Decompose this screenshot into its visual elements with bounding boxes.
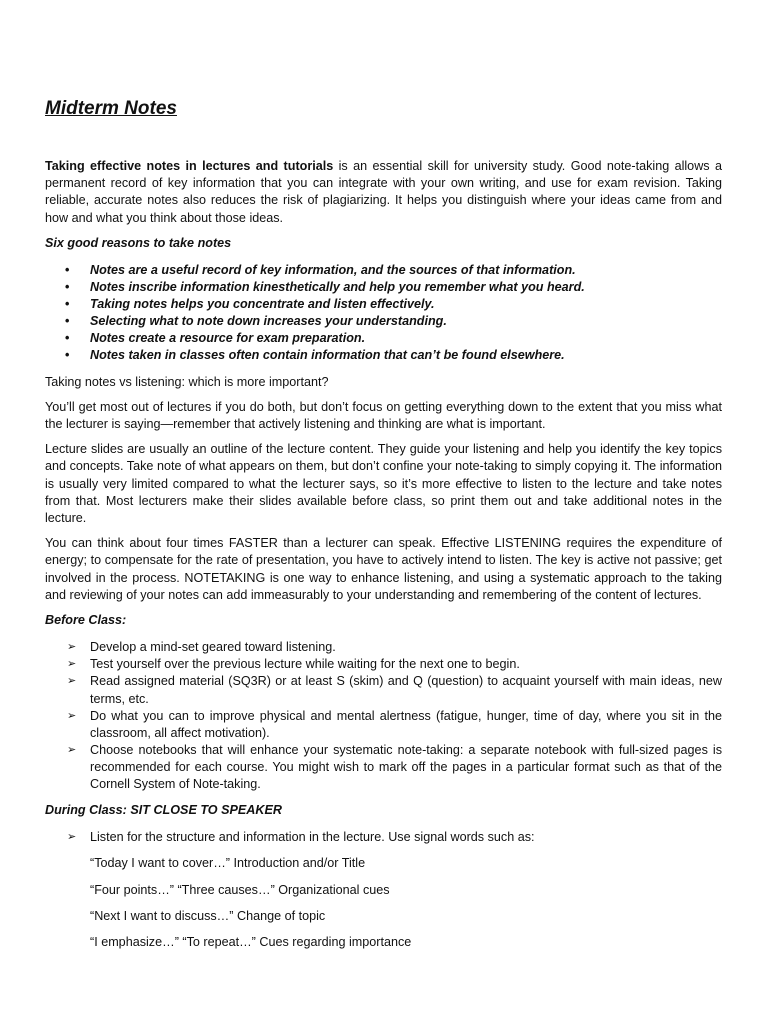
arrow-bullet-icon: ➢: [67, 831, 77, 844]
arrow-bullet-icon: ➢: [67, 743, 77, 756]
bullet-icon: •: [65, 280, 70, 295]
signal-cue: “I emphasize…” “To repeat…” Cues regarding importance: [90, 934, 412, 949]
list-item: ➢ Listen for the structure and information in the lecture. Use signal words such as:: [45, 829, 722, 846]
list-item: • Notes are a useful record of key information, and the sources of that information.: [45, 262, 722, 279]
paragraph: You can think about four times FASTER than a lecturer can speak. Effective LISTENING requires the expenditure of energy; to compensate for the rate of presentation, you have to actively intend to listen. The key is active not passive; get involved in the process. NOTETAKING is one way to enhance listening, and using a systematic approach to the taking and reviewing of your notes can add immeasurably to your understanding and remembering of the content of lectures.: [45, 536, 722, 602]
document-page: [45, 96, 722, 960]
list-item: • Taking notes helps you concentrate and listen effectively.: [45, 296, 722, 313]
bullet-icon: •: [65, 263, 70, 278]
reasons-list: [45, 262, 722, 365]
list-item: • Notes inscribe information kinesthetically and help you remember what you heard.: [45, 279, 722, 296]
arrow-bullet-icon: ➢: [67, 658, 77, 671]
paragraph: You’ll get most out of lectures if you do both, but don’t focus on getting everything down to the extent that you miss what the lecturer is saying—remember that actively listening and thinking are what is important.: [45, 399, 722, 431]
bullet-icon: •: [65, 331, 70, 346]
list-item: ➢ Choose notebooks that will enhance your systematic note-taking: a separate notebook with full-sized pages is recommended for each course. You might wish to mark off the pages in a particular format such as that of the Cornell System of Note-taking.: [67, 742, 722, 791]
list-item: ➢ Develop a mind-set geared toward listening.: [45, 639, 722, 656]
arrow-bullet-icon: ➢: [67, 709, 77, 722]
bullet-icon: •: [65, 348, 70, 363]
during-class-heading: During Class: SIT CLOSE TO SPEAKER: [45, 803, 282, 818]
list-item: • Selecting what to note down increases your understanding.: [45, 313, 722, 330]
list-item: ➢ Do what you can to improve physical and mental alertness (fatigue, hunger, time of day, where you sit in the classroom, all affect motivation).: [67, 708, 722, 740]
signal-cue: “Four points…” “Three causes…” Organizational cues: [90, 882, 390, 897]
paragraph: Lecture slides are usually an outline of the lecture content. They guide your listening and help you identify the key topics and concepts. Take note of what appears on them, but don’t confine your note-taking to simply copying it. The information is usually very limited compared to what the lecturer says, so it’s more effective to listen to the lecture and take notes from that. Most lecturers make their slides available before class, so print them out and take additional notes in the lecture.: [45, 442, 722, 525]
signal-cue: “Next I want to discuss…” Change of topic: [90, 908, 326, 923]
signal-cue: “Today I want to cover…” Introduction and/or Title: [90, 856, 366, 871]
list-item: ➢ Read assigned material (SQ3R) or at least S (skim) and Q (question) to acquaint yourself with main ideas, new terms, etc.: [67, 674, 722, 706]
bullet-icon: •: [65, 297, 70, 312]
before-class-list: [45, 639, 722, 793]
arrow-bullet-icon: ➢: [67, 675, 77, 688]
question-line: Taking notes vs listening: which is more important?: [45, 374, 329, 389]
reasons-heading: Six good reasons to take notes: [45, 235, 232, 250]
intro-lead: Taking effective notes in lectures and tutorials: [45, 159, 334, 173]
list-item: • Notes taken in classes often contain information that can’t be found elsewhere.: [45, 347, 722, 364]
list-item: • Notes create a resource for exam preparation.: [45, 330, 722, 347]
bullet-icon: •: [65, 314, 70, 329]
during-class-list: [45, 829, 722, 846]
document-title: Midterm Notes: [45, 98, 177, 119]
arrow-bullet-icon: ➢: [67, 641, 77, 654]
list-item: ➢ Test yourself over the previous lecture while waiting for the next one to begin.: [45, 656, 722, 673]
before-class-heading: Before Class:: [45, 613, 127, 628]
intro-rest: is an essential skill for university study. Good note-taking allows a permanent record of key information that you can integrate with your own writing, and use for exam revision. Taking reliable, accurate notes also reduces the risk of plagiarizing. It helps you distinguish where your ideas came from and how and what you think about those ideas.: [45, 159, 722, 225]
intro-paragraph: [45, 158, 722, 227]
